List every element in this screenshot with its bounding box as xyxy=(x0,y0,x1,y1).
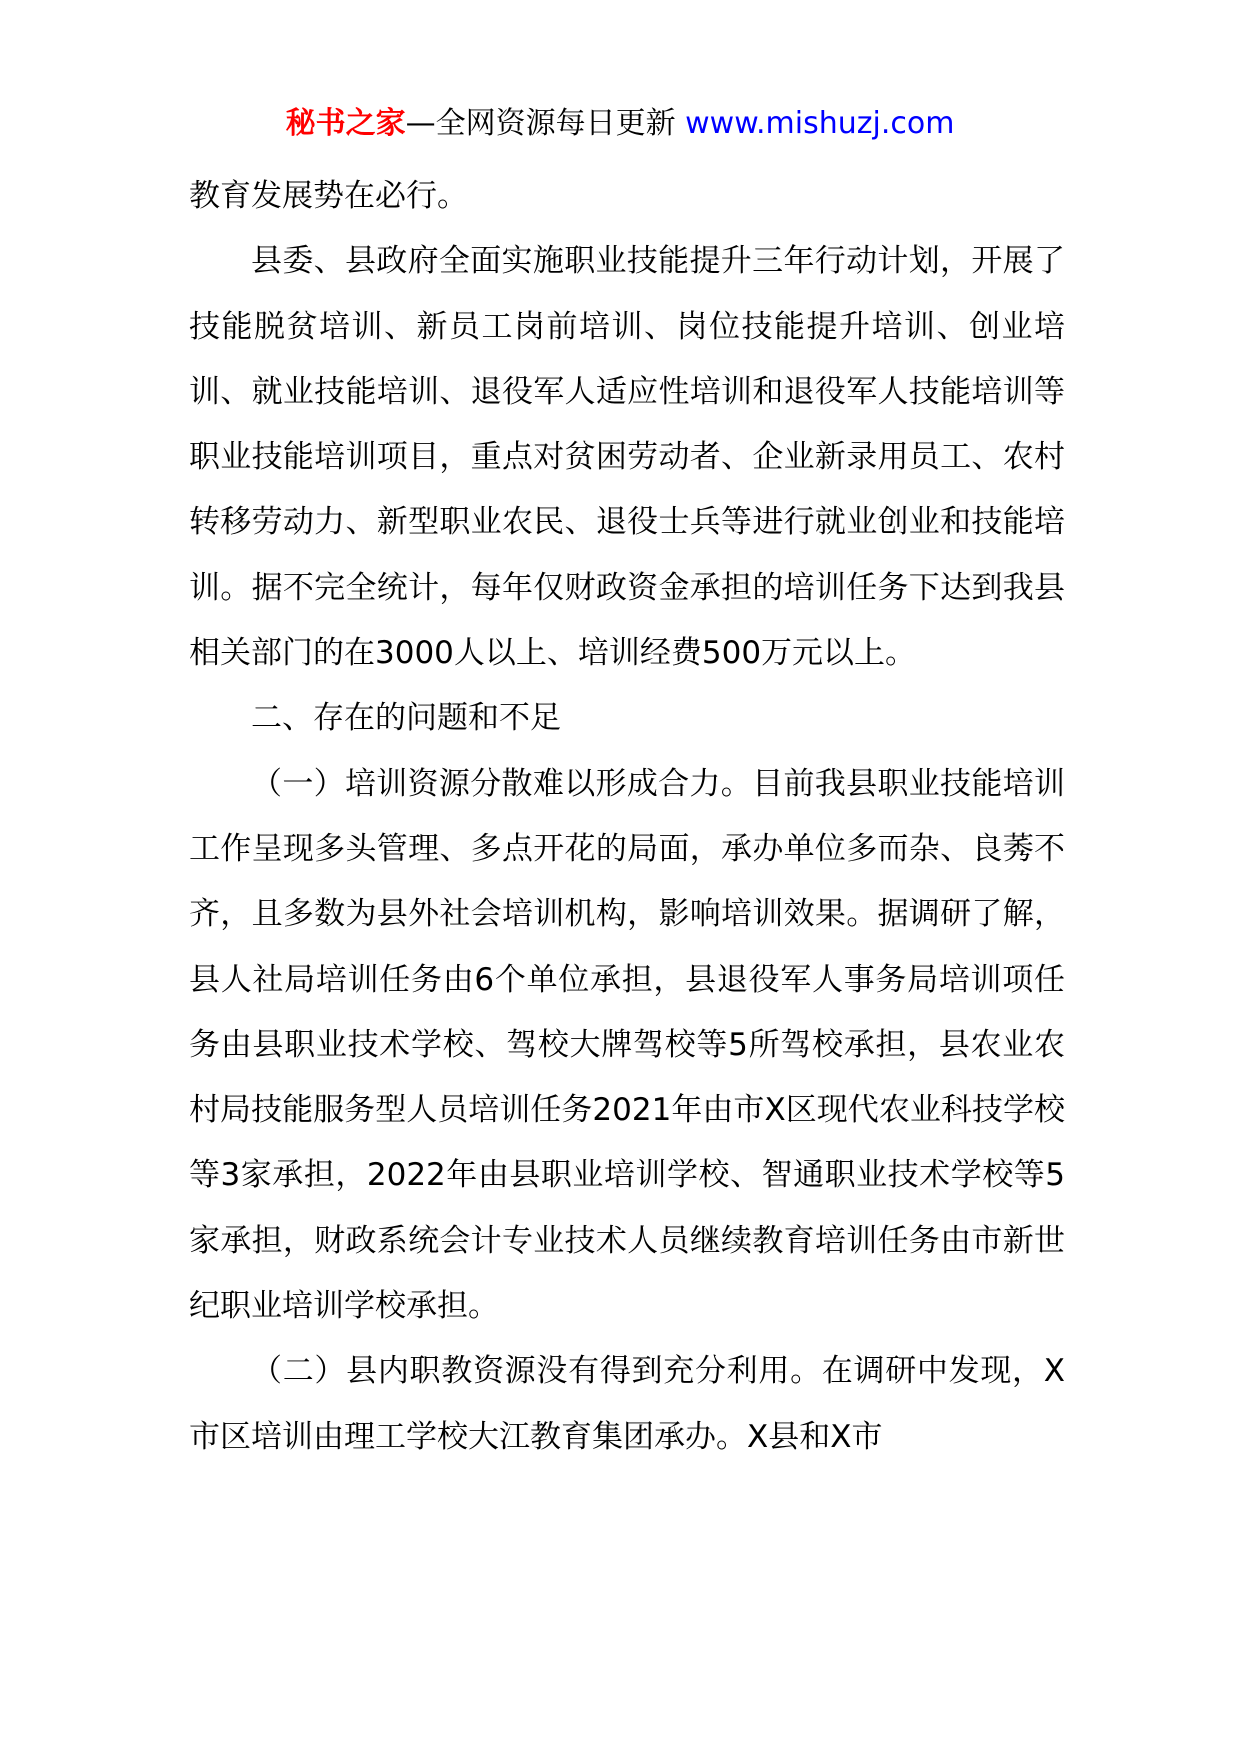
document-body xyxy=(189,164,1065,1470)
section-heading-problems: 二、存在的问题和不足 xyxy=(251,700,561,737)
paragraph-issue-one: （一）培训资源分散难以形成合力。目前我县职业技能培训工作呈现多头管理、多点开花的局面，承办单位多而杂、良莠不齐，且多数为县外社会培训机构，影响培训效果。据调研了解，县人社局培训任务由6个单位承担，县退役军人事务局培训项任务由县职业技术学校、驾校大牌驾校等5所驾校承担，县农业农村局技能服务型人员培训任务2021年由市X区现代农业科技学校等3家承担，2022年由县职业培训学校、智通职业技术学校等5家承担，财政系统会计专业技术人员继续教育培训任务由市新世纪职业培训学校承担。 xyxy=(189,765,1065,1325)
site-watermark-header xyxy=(0,104,1240,144)
site-url-link[interactable]: www.mishuzj.com xyxy=(685,106,955,141)
brand-name: 秘书之家 xyxy=(285,106,406,141)
paragraph-issue-two: （二）县内职教资源没有得到充分利用。在调研中发现，X市区培训由理工学校大江教育集团承办。X县和X市 xyxy=(189,1353,1065,1455)
paragraph-continuation: 教育发展势在必行。 xyxy=(189,178,468,214)
paragraph-action-plan: 县委、县政府全面实施职业技能提升三年行动计划，开展了技能脱贫培训、新员工岗前培训、岗位技能提升培训、创业培训、就业技能培训、退役军人适应性培训和退役军人技能培训等职业技能培训项目，重点对贫困劳动者、企业新录用员工、农村转移劳动力、新型职业农民、退役士兵等进行就业创业和技能培训。据不完全统计，每年仅财政资金承担的培训任务下达到我县相关部门的在3000人以上、培训经费500万元以上。 xyxy=(189,243,1065,672)
header-tagline: —全网资源每日更新 xyxy=(405,106,686,141)
